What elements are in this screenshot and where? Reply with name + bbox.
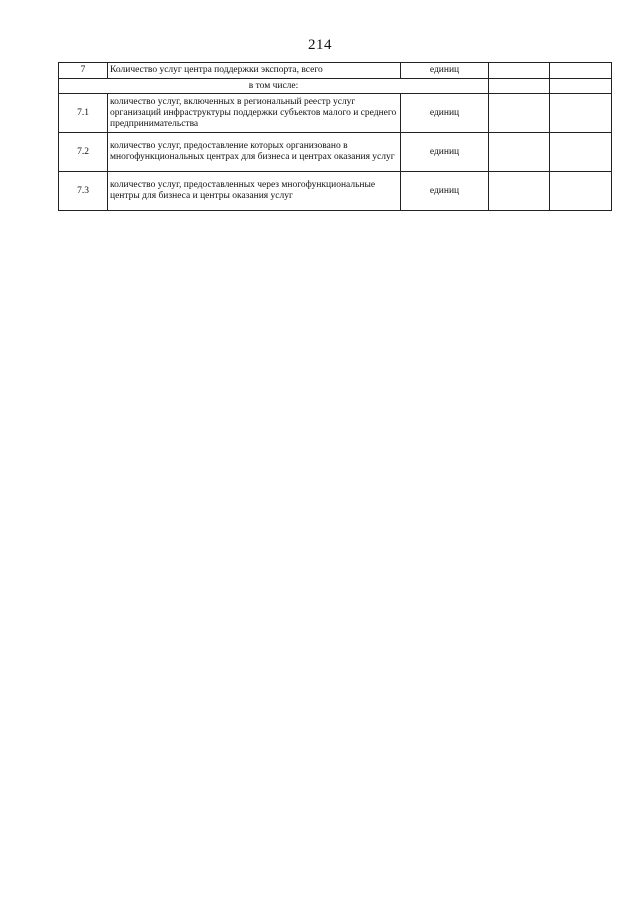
row-number: 7.1 <box>59 94 108 133</box>
row-description: Количество услуг центра поддержки экспорта, всего <box>108 63 401 79</box>
indicators-table <box>58 62 612 211</box>
subheader-value-1 <box>489 79 550 94</box>
row-value-2 <box>550 94 612 133</box>
row-number: 7.2 <box>59 133 108 172</box>
row-value-1 <box>489 94 550 133</box>
table-subheader-row <box>59 79 612 94</box>
row-value-2 <box>550 63 612 79</box>
row-value-1 <box>489 133 550 172</box>
row-unit: единиц <box>401 94 489 133</box>
row-unit: единиц <box>401 172 489 211</box>
table-row <box>59 63 612 79</box>
table-row <box>59 172 612 211</box>
row-value-2 <box>550 133 612 172</box>
table-row <box>59 94 612 133</box>
row-unit: единиц <box>401 63 489 79</box>
row-number: 7.3 <box>59 172 108 211</box>
row-value-1 <box>489 172 550 211</box>
row-value-1 <box>489 63 550 79</box>
table-row <box>59 133 612 172</box>
subheader-label: в том числе: <box>59 79 489 94</box>
row-number: 7 <box>59 63 108 79</box>
page-number: 214 <box>308 37 332 53</box>
row-value-2 <box>550 172 612 211</box>
subheader-value-2 <box>550 79 612 94</box>
row-description: количество услуг, предоставление которых организовано в многофункциональных центрах для бизнеса и центрах оказания услуг <box>108 133 401 172</box>
row-description: количество услуг, включенных в региональный реестр услуг организаций инфраструктуры поддержки субъектов малого и среднего предпринимательства <box>108 94 401 133</box>
row-description: количество услуг, предоставленных через многофункциональные центры для бизнеса и центры оказания услуг <box>108 172 401 211</box>
row-unit: единиц <box>401 133 489 172</box>
